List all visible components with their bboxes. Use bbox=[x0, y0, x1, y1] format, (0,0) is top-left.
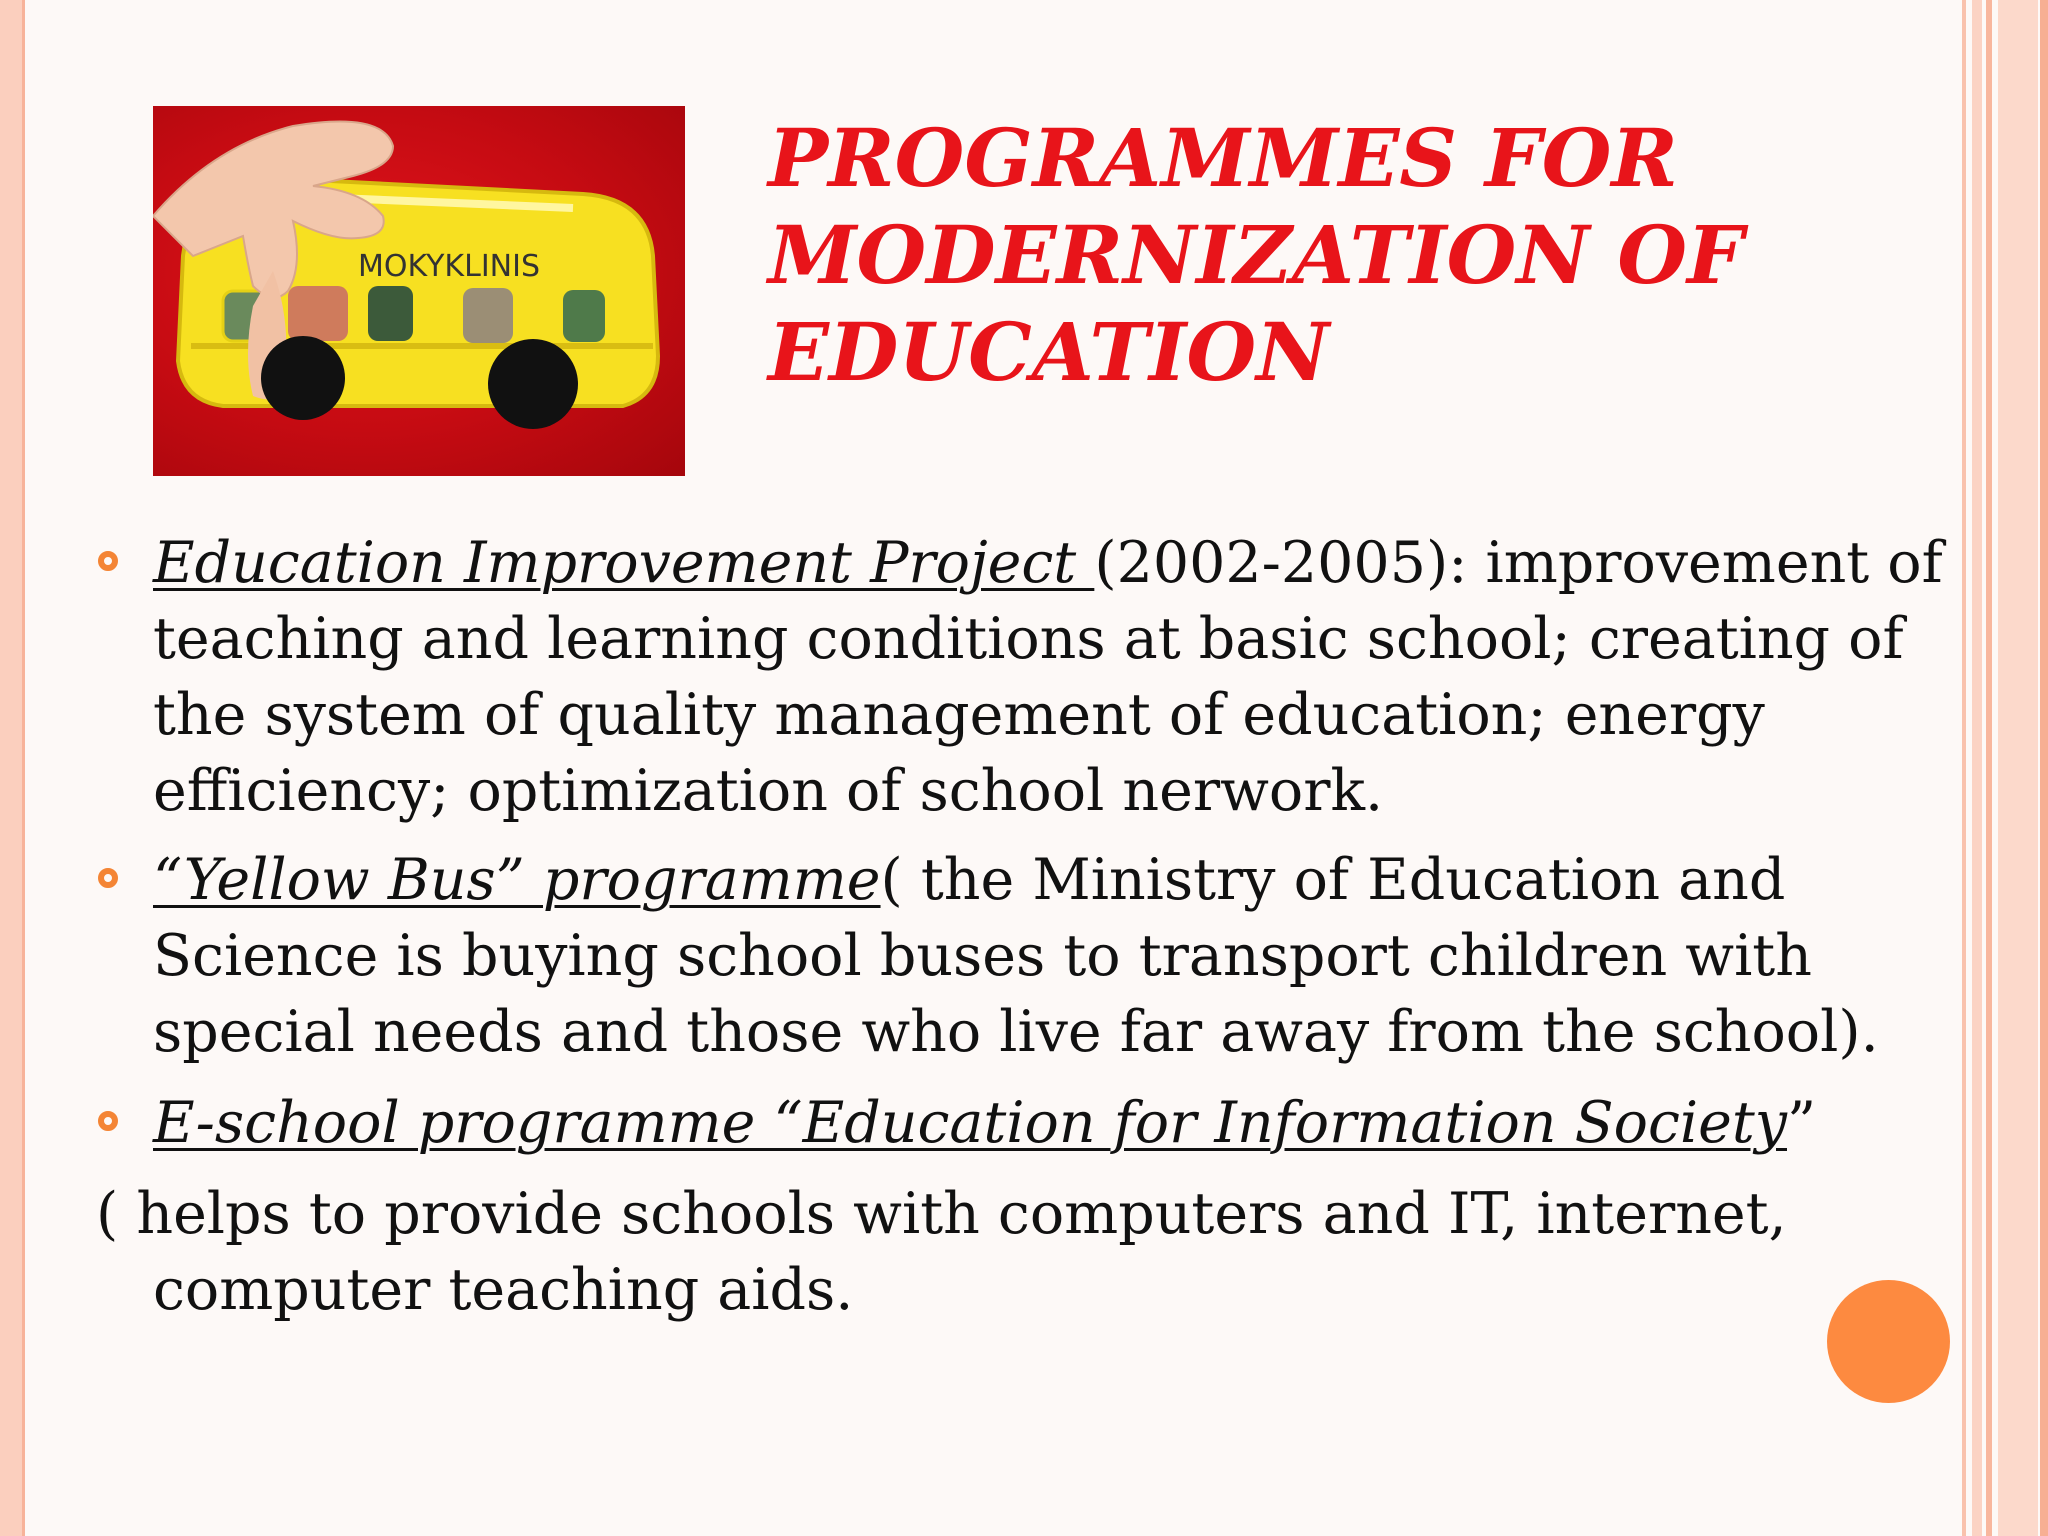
left-frame-line bbox=[22, 0, 25, 1536]
e-school-link[interactable]: E-school programme “Education for Information Society bbox=[153, 1090, 1787, 1156]
education-improvement-link[interactable]: Education Improvement Project bbox=[153, 530, 1095, 596]
bus-label: MOKYKLINIS bbox=[358, 249, 540, 284]
title-line: EDUCATION bbox=[768, 305, 1330, 399]
circle-bullet-icon bbox=[98, 868, 118, 888]
bus-window bbox=[288, 286, 348, 341]
yellow-bus-illustration bbox=[153, 106, 685, 476]
right-frame-stripe bbox=[1972, 0, 1982, 1536]
description-line: ( helps to provide schools with computers and IT, internet, bbox=[96, 1181, 1787, 1247]
bullet-education-improvement bbox=[153, 525, 1953, 829]
yellow-bus-photo bbox=[153, 106, 685, 476]
bus-wheel bbox=[261, 336, 345, 420]
title-line: PROGRAMMES FOR bbox=[768, 111, 1678, 205]
bullet-text: (2002-2005): improvement of teaching and learning conditions at basic school; creating of the system of quality management of education; energy efficiency; optimization of school nerwork. bbox=[153, 530, 1943, 824]
right-frame-stripe bbox=[1998, 0, 2038, 1536]
left-frame-border bbox=[0, 0, 22, 1536]
bus-window bbox=[563, 290, 605, 342]
bus-window bbox=[463, 288, 513, 343]
bullet-yellow-bus bbox=[153, 842, 1953, 1070]
bus-window bbox=[368, 286, 413, 341]
bus-wheel bbox=[488, 339, 578, 429]
slide-title bbox=[768, 110, 1748, 401]
circle-bullet-icon bbox=[98, 1111, 118, 1131]
circle-bullet-icon bbox=[98, 551, 118, 571]
accent-circle bbox=[1827, 1280, 1950, 1403]
e-school-description bbox=[96, 1176, 1896, 1328]
bullet-text: ” bbox=[1787, 1090, 1817, 1156]
yellow-bus-link[interactable]: “Yellow Bus” programme bbox=[153, 847, 881, 913]
right-frame-stripe bbox=[2040, 0, 2048, 1536]
right-frame-stripe bbox=[1986, 0, 1992, 1536]
bullet-text: ( the Ministry of Education and Science is buying school buses to transport children with special needs and those who live far away from the school). bbox=[153, 847, 1879, 1065]
title-line: MODERNIZATION OF bbox=[768, 208, 1744, 302]
right-frame-stripe bbox=[1962, 0, 1966, 1536]
bullet-e-school bbox=[153, 1085, 1953, 1161]
description-line: computer teaching aids. bbox=[153, 1257, 854, 1323]
